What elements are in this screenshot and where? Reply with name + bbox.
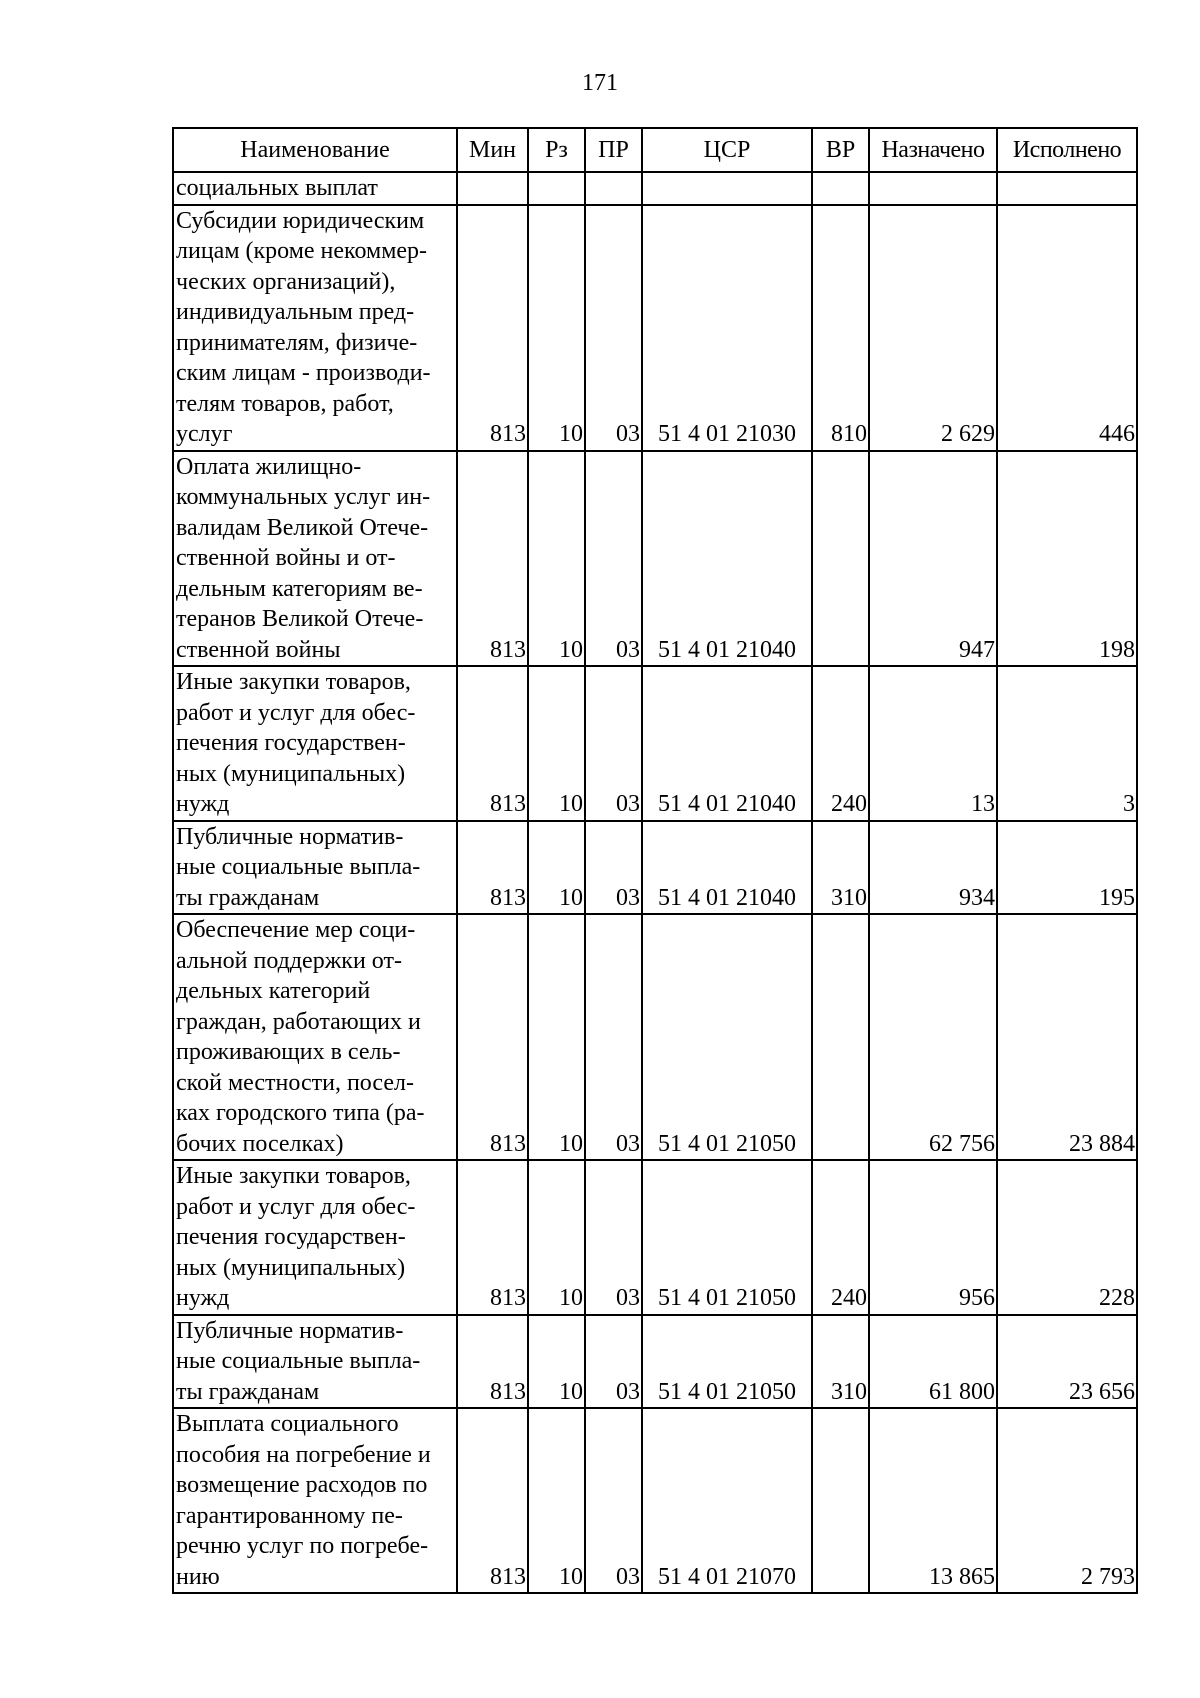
header-executed: Исполнено: [997, 128, 1137, 172]
executed-cell: 195: [997, 821, 1137, 915]
rz-cell: 10: [528, 1315, 585, 1409]
name-cell: Субсидии юридическим лицам (кроме некоммер- ческих организаций), индивидуальным пред- принимателям, физиче- ским лицам - производи- телям товаров, работ, услуг: [173, 205, 457, 451]
header-min: Мин: [457, 128, 528, 172]
name-cell: Оплата жилищно- коммунальных услуг ин- валидам Великой Отече- ственной войны и от- дельным категориям ве- теранов Великой Отече- ственной войны: [173, 451, 457, 667]
pr-cell: 03: [585, 1408, 642, 1593]
rz-cell: 10: [528, 666, 585, 821]
vr-cell: [812, 914, 869, 1160]
table-row: [173, 666, 1137, 821]
assigned-cell: 13 865: [869, 1408, 997, 1593]
min-cell: 813: [457, 451, 528, 667]
rz-cell: 10: [528, 451, 585, 667]
pr-cell: 03: [585, 1160, 642, 1315]
vr-cell: [812, 451, 869, 667]
vr-cell: 240: [812, 666, 869, 821]
pr-cell: 03: [585, 451, 642, 667]
rz-cell: 10: [528, 205, 585, 451]
header-vr: ВР: [812, 128, 869, 172]
executed-cell: 2 793: [997, 1408, 1137, 1593]
executed-cell: 3: [997, 666, 1137, 821]
executed-cell: 446: [997, 205, 1137, 451]
table-row: [173, 205, 1137, 451]
table-row: [173, 1408, 1137, 1593]
executed-cell: 23 656: [997, 1315, 1137, 1409]
budget-table: [172, 127, 1138, 1594]
header-pr: ПР: [585, 128, 642, 172]
name-cell: Обеспечение мер соци- альной поддержки от- дельных категорий граждан, работающих и проживающих в сель- ской местности, посел- ках городского типа (ра- бочих поселках): [173, 914, 457, 1160]
min-cell: 813: [457, 1315, 528, 1409]
pr-cell: [585, 172, 642, 205]
csr-cell: 51 4 01 21050: [642, 1315, 812, 1409]
name-cell: Выплата социального пособия на погребение и возмещение расходов по гарантированному пе- речню услуг по погребе- нию: [173, 1408, 457, 1593]
table-row: [173, 1315, 1137, 1409]
header-rz: Рз: [528, 128, 585, 172]
vr-cell: 310: [812, 1315, 869, 1409]
header-row: [173, 128, 1137, 172]
min-cell: 813: [457, 1408, 528, 1593]
name-cell: Иные закупки товаров, работ и услуг для обес- печения государствен- ных (муниципальных) нужд: [173, 1160, 457, 1315]
assigned-cell: 2 629: [869, 205, 997, 451]
assigned-cell: 934: [869, 821, 997, 915]
pr-cell: 03: [585, 821, 642, 915]
csr-cell: [642, 172, 812, 205]
csr-cell: 51 4 01 21030: [642, 205, 812, 451]
vr-cell: 310: [812, 821, 869, 915]
rz-cell: [528, 172, 585, 205]
pr-cell: 03: [585, 666, 642, 821]
min-cell: 813: [457, 821, 528, 915]
rz-cell: 10: [528, 821, 585, 915]
assigned-cell: 62 756: [869, 914, 997, 1160]
name-cell: социальных выплат: [173, 172, 457, 205]
min-cell: [457, 172, 528, 205]
assigned-cell: 947: [869, 451, 997, 667]
name-cell: Публичные норматив- ные социальные выпла- ты гражданам: [173, 821, 457, 915]
csr-cell: 51 4 01 21050: [642, 914, 812, 1160]
assigned-cell: 61 800: [869, 1315, 997, 1409]
pr-cell: 03: [585, 205, 642, 451]
header-assigned: Назначено: [869, 128, 997, 172]
csr-cell: 51 4 01 21070: [642, 1408, 812, 1593]
table-body: [173, 172, 1137, 1593]
vr-cell: 240: [812, 1160, 869, 1315]
pr-cell: 03: [585, 1315, 642, 1409]
table-row: [173, 821, 1137, 915]
name-cell: Публичные норматив- ные социальные выпла- ты гражданам: [173, 1315, 457, 1409]
executed-cell: 23 884: [997, 914, 1137, 1160]
header-csr: ЦСР: [642, 128, 812, 172]
csr-cell: 51 4 01 21050: [642, 1160, 812, 1315]
min-cell: 813: [457, 914, 528, 1160]
vr-cell: [812, 172, 869, 205]
vr-cell: 810: [812, 205, 869, 451]
csr-cell: 51 4 01 21040: [642, 821, 812, 915]
vr-cell: [812, 1408, 869, 1593]
page-number: 171: [582, 70, 618, 96]
rz-cell: 10: [528, 1408, 585, 1593]
executed-cell: 198: [997, 451, 1137, 667]
csr-cell: 51 4 01 21040: [642, 666, 812, 821]
executed-cell: 228: [997, 1160, 1137, 1315]
min-cell: 813: [457, 205, 528, 451]
rz-cell: 10: [528, 1160, 585, 1315]
csr-cell: 51 4 01 21040: [642, 451, 812, 667]
min-cell: 813: [457, 666, 528, 821]
pr-cell: 03: [585, 914, 642, 1160]
assigned-cell: 13: [869, 666, 997, 821]
name-cell: Иные закупки товаров, работ и услуг для обес- печения государствен- ных (муниципальных) нужд: [173, 666, 457, 821]
table-row: [173, 172, 1137, 205]
table-row: [173, 1160, 1137, 1315]
header-name: Наименование: [173, 128, 457, 172]
executed-cell: [997, 172, 1137, 205]
min-cell: 813: [457, 1160, 528, 1315]
rz-cell: 10: [528, 914, 585, 1160]
table-row: [173, 451, 1137, 667]
table-row: [173, 914, 1137, 1160]
assigned-cell: 956: [869, 1160, 997, 1315]
assigned-cell: [869, 172, 997, 205]
